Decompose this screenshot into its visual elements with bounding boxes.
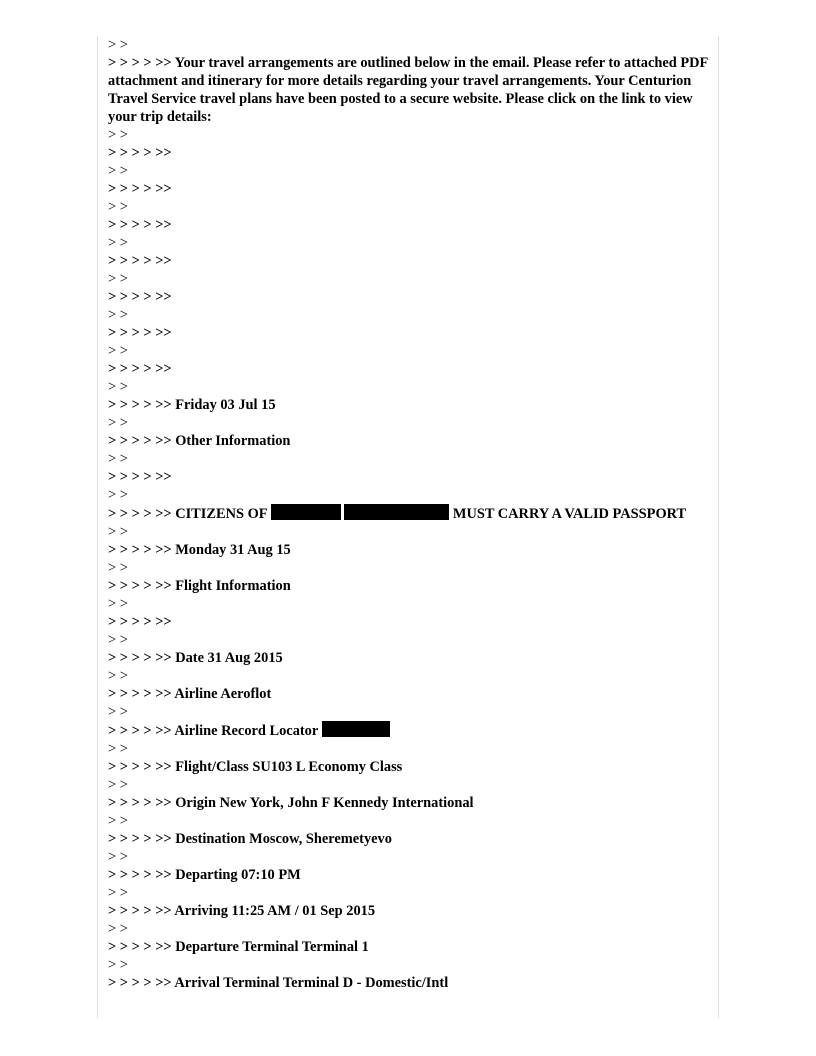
quote-marker: > >: [108, 487, 128, 503]
quote-marker: > >: [108, 343, 128, 359]
flight-arriving: > > > > >> Arriving 11:25 AM / 01 Sep 2015: [108, 903, 376, 919]
flight-destination: > > > > >> Destination Moscow, Sheremetyevo: [108, 831, 392, 847]
quote-marker: > > > > >>: [108, 253, 172, 269]
quote-marker: > >: [108, 668, 128, 684]
intro-paragraph: > > > > >> Your travel arrangements are outlined below in the email. Please refer to attached PDF attachment and itinerary for more details regarding your travel arrangements. Your Centurion Travel Service travel plans have been posted to a secure website. Please click on the link to view your trip details:: [108, 55, 712, 125]
quote-marker: > >: [108, 596, 128, 612]
flight-origin: > > > > >> Origin New York, John F Kennedy International: [108, 795, 474, 811]
arrival-terminal: > > > > >> Arrival Terminal Terminal D - Domestic/Intl: [108, 975, 449, 991]
section-other-information: > > > > >> Other Information: [108, 433, 291, 449]
quote-marker: > >: [108, 741, 128, 757]
quote-marker: > >: [108, 813, 128, 829]
quote-marker: > >: [108, 415, 128, 431]
section-flight-information: > > > > >> Flight Information: [108, 578, 291, 594]
quote-marker: > >: [108, 37, 128, 53]
quote-marker: > > > > >>: [108, 145, 172, 161]
quote-marker: > >: [108, 777, 128, 793]
quote-marker: > >: [108, 524, 128, 540]
quote-marker: > >: [108, 271, 128, 287]
quote-marker: > >: [108, 451, 128, 467]
quote-marker: > > > > >>: [108, 325, 172, 341]
redaction-box: [344, 504, 449, 520]
quote-marker: > > > > >>: [108, 181, 172, 197]
flight-departing: > > > > >> Departing 07:10 PM: [108, 867, 301, 883]
quote-marker: > >: [108, 379, 128, 395]
quote-marker: > >: [108, 885, 128, 901]
passport-notice: [108, 504, 708, 523]
quote-marker: > >: [108, 127, 128, 143]
quote-marker: > > > > >>: [108, 289, 172, 305]
record-locator: [108, 721, 708, 740]
passport-notice-prefix: > > > > >> CITIZENS OF: [108, 506, 268, 522]
record-locator-label: > > > > >> Airline Record Locator: [108, 723, 318, 739]
date-heading-friday: > > > > >> Friday 03 Jul 15: [108, 397, 276, 413]
quote-marker: > >: [108, 307, 128, 323]
passport-notice-suffix: MUST CARRY A VALID PASSPORT: [452, 506, 687, 522]
quote-marker: > > > > >>: [108, 469, 172, 485]
flight-airline: > > > > >> Airline Aeroflot: [108, 686, 272, 702]
date-heading-monday: > > > > >> Monday 31 Aug 15: [108, 542, 291, 558]
redaction-box: [271, 504, 341, 520]
quote-marker: > >: [108, 849, 128, 865]
quote-marker: > >: [108, 921, 128, 937]
departure-terminal: > > > > >> Departure Terminal Terminal 1: [108, 939, 369, 955]
quote-marker: > >: [108, 163, 128, 179]
flight-class: > > > > >> Flight/Class SU103 L Economy Class: [108, 759, 403, 775]
quote-marker: > >: [108, 957, 128, 973]
quote-marker: > >: [108, 199, 128, 215]
email-body: [108, 36, 712, 992]
quote-marker: > > > > >>: [108, 614, 172, 630]
quote-marker: > >: [108, 235, 128, 251]
quote-marker: > >: [108, 704, 128, 720]
redaction-box: [322, 721, 390, 737]
quote-marker: > >: [108, 560, 128, 576]
quote-marker: > > > > >>: [108, 361, 172, 377]
quote-marker: > > > > >>: [108, 217, 172, 233]
flight-date: > > > > >> Date 31 Aug 2015: [108, 650, 283, 666]
quote-marker: > >: [108, 632, 128, 648]
